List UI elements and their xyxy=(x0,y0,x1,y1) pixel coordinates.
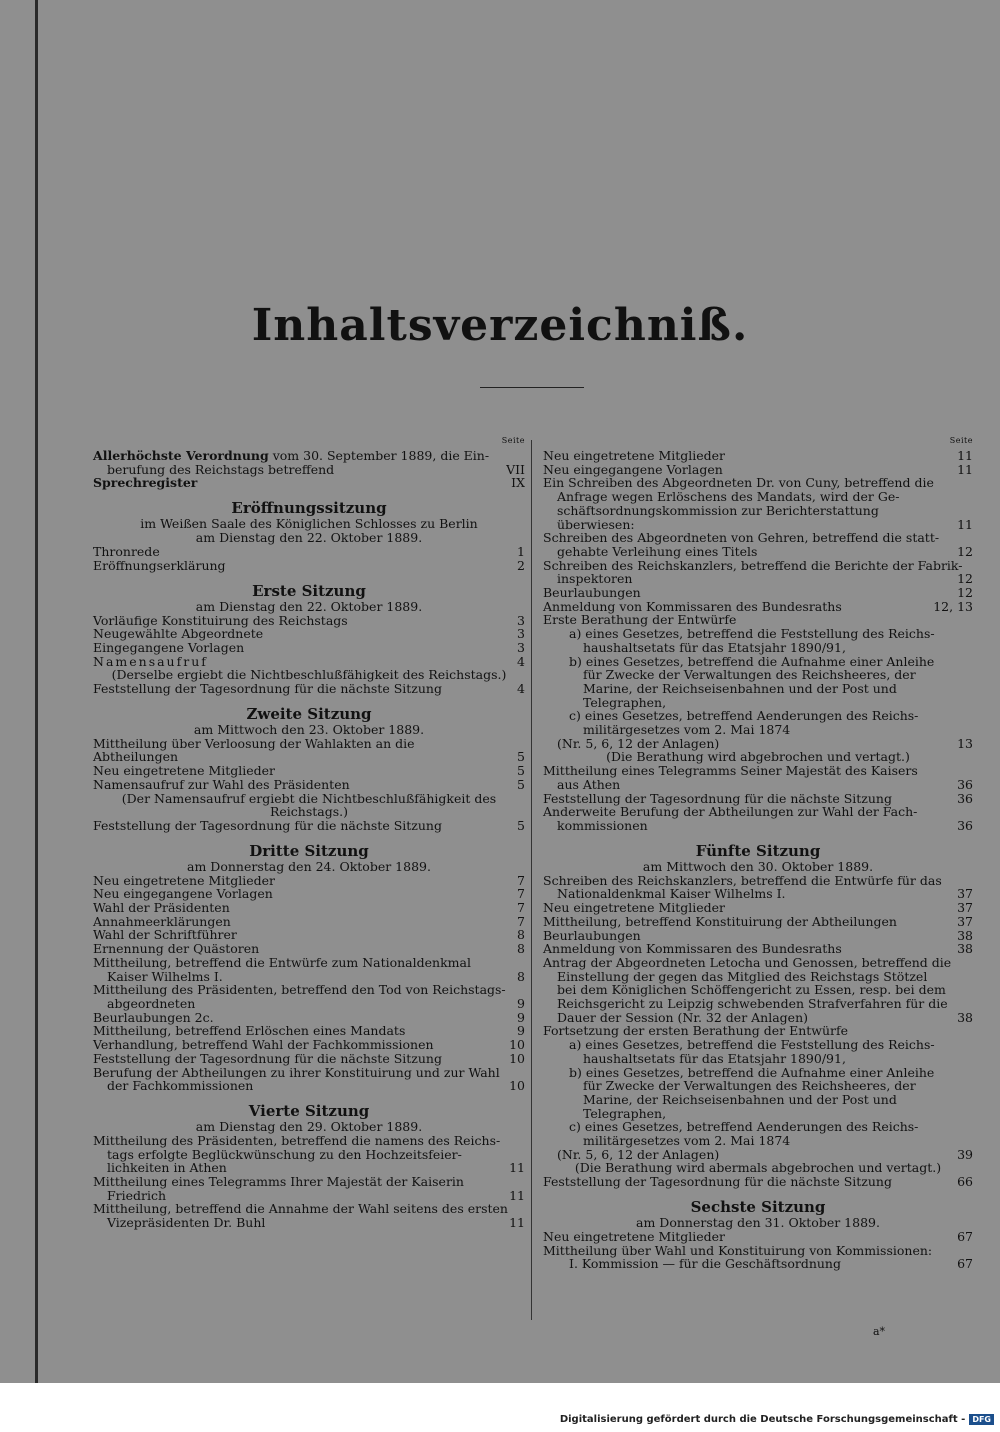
session-date: am Donnerstag den 31. Oktober 1889. xyxy=(636,1214,880,1230)
page-number: 11 xyxy=(957,448,973,463)
entry-text: c) eines Gesetzes, betreffend Aenderungen des Reichs- xyxy=(569,1119,919,1135)
toc-entry xyxy=(543,490,973,504)
entry-text: c) eines Gesetzes, betreffend Aenderungen des Reichs- xyxy=(569,708,919,724)
page-number: 5 xyxy=(517,776,525,792)
right-top-entries xyxy=(543,449,973,833)
entry-text: Marine, der Reichseisenbahnen und der Post und xyxy=(583,1091,897,1107)
entry-text xyxy=(93,476,479,490)
note-line: (Der Namensaufruf ergiebt die Nichtbeschlußfähigkeit des xyxy=(121,790,497,806)
toc-entry xyxy=(543,1134,973,1148)
entry-text: Neu eingegangene Vorlagen xyxy=(543,461,723,477)
entry-text: aus Athen xyxy=(557,776,621,792)
page-number: 9 xyxy=(517,995,525,1011)
page-number: 3 xyxy=(517,626,525,642)
toc-entry xyxy=(93,874,525,888)
toc-entry xyxy=(93,956,525,970)
page-number: 11 xyxy=(509,1187,525,1203)
toc-entry xyxy=(543,572,973,586)
page-number: 36 xyxy=(957,776,973,792)
toc-entry xyxy=(543,929,973,943)
entry-text: Telegraphen, xyxy=(583,694,667,710)
page-number: 5 xyxy=(517,749,525,765)
entry-text: Mittheilung, betreffend die Annahme der Wahl seitens des ersten xyxy=(93,1201,508,1217)
signature-mark: a* xyxy=(873,1325,886,1338)
toc-entry xyxy=(543,463,973,477)
toc-entry xyxy=(93,942,525,956)
toc-entry xyxy=(93,928,525,942)
toc-entry xyxy=(543,1120,973,1134)
entry-text: Nationaldenkmal Kaiser Wilhelms I. xyxy=(557,886,786,902)
entry-text: Neu eingetretene Mitglieder xyxy=(543,900,726,916)
page-number: 12 xyxy=(957,543,973,559)
entry-text: für Zwecke der Verwaltungen des Reichsheeres, der xyxy=(583,1078,916,1094)
toc-entry xyxy=(543,613,973,627)
session-date: am Dienstag den 29. Oktober 1889. xyxy=(195,1118,423,1134)
toc-entry xyxy=(543,1148,973,1162)
entry-text: (Nr. 5, 6, 12 der Anlagen) xyxy=(557,1146,720,1162)
entry-text: Anfrage wegen Erlöschens des Mandats, wird der Ge- xyxy=(557,489,900,505)
entry-text: Berufung der Abtheilungen zu ihrer Konstituirung und zur Wahl xyxy=(93,1064,500,1080)
page-number: 7 xyxy=(517,900,525,916)
page-number: 7 xyxy=(517,913,525,929)
session-date: am Donnerstag den 24. Oktober 1889. xyxy=(187,858,431,874)
toc-entry xyxy=(93,1011,525,1025)
toc-entry xyxy=(543,1244,973,1258)
toc-entry xyxy=(543,1093,973,1107)
page-number: VII xyxy=(506,461,525,477)
page-number: 9 xyxy=(517,1009,525,1025)
seite-label: Seite xyxy=(949,436,973,445)
entry-text: haushaltsetats für das Etatsjahr 1890/91, xyxy=(583,639,846,655)
toc-entry xyxy=(93,901,525,915)
entry-text: Neu eingetretene Mitglieder xyxy=(93,872,276,888)
entry-text: Namensaufruf xyxy=(93,653,208,669)
entry-text: Schreiben des Abgeordneten von Gehren, betreffend die statt- xyxy=(543,530,940,546)
toc-entry xyxy=(543,1024,973,1038)
page-title: Inhaltsverzeichniß. xyxy=(251,300,749,351)
left-column xyxy=(93,434,525,1230)
entry-text: für Zwecke der Verwaltungen des Reichsheeres, der xyxy=(583,667,916,683)
entry-text: Neu eingetretene Mitglieder xyxy=(93,763,276,779)
page-number: 2 xyxy=(517,557,525,573)
toc-entry xyxy=(543,997,973,1011)
page-number: 9 xyxy=(517,1023,525,1039)
page-number: 11 xyxy=(509,1215,525,1231)
toc-entry xyxy=(543,983,973,997)
toc-entry xyxy=(543,449,973,463)
toc-entry xyxy=(543,641,973,655)
entry-text: Thronrede xyxy=(93,544,160,560)
page-number: 11 xyxy=(957,461,973,477)
footer-credit xyxy=(560,1414,994,1425)
toc-entry xyxy=(93,641,525,655)
toc-entry xyxy=(543,723,973,737)
session-date: am Mittwoch den 23. Oktober 1889. xyxy=(193,721,425,737)
entry-text: militärgesetzes vom 2. Mai 1874 xyxy=(583,722,791,738)
toc-entry xyxy=(93,1066,525,1080)
toc-entry xyxy=(93,819,525,833)
page-number: 1 xyxy=(517,544,525,560)
toc-entry xyxy=(93,545,525,559)
page-number: 8 xyxy=(517,968,525,984)
toc-entry xyxy=(93,614,525,628)
entry-text: Feststellung der Tagesordnung für die nächste Sitzung xyxy=(543,1174,892,1190)
note-line: (Derselbe ergiebt die Nichtbeschlußfähigkeit des Reichstags.) xyxy=(111,667,507,683)
toc-entry xyxy=(93,1024,525,1038)
toc-entry xyxy=(93,1175,525,1189)
page-number: 10 xyxy=(509,1050,525,1066)
toc-entry xyxy=(93,778,525,792)
toc-entry xyxy=(543,778,973,792)
session-date: im Weißen Saale des Königlichen Schlosses zu Berlin xyxy=(140,516,478,532)
entry-bold-text: Sprechregister xyxy=(93,475,198,491)
entry-text: Vizepräsidenten Dr. Buhl xyxy=(107,1215,266,1231)
page-number: 8 xyxy=(517,927,525,943)
entry-bold-text: Allerhöchste Verordnung xyxy=(93,448,269,463)
entry-text: Anmeldung von Kommissaren des Bundesraths xyxy=(543,598,842,614)
toc-entry xyxy=(543,600,973,614)
entry-text: Wahl der Präsidenten xyxy=(93,900,230,916)
session-heading: Zweite Sitzung xyxy=(246,704,372,723)
entry-text xyxy=(93,449,525,463)
toc-entry xyxy=(93,970,525,984)
toc-entry xyxy=(543,668,973,682)
toc-entry xyxy=(543,545,973,559)
toc-entry xyxy=(543,819,973,833)
entry-text: Feststellung der Tagesordnung für die nächste Sitzung xyxy=(93,817,442,833)
toc-entry xyxy=(543,874,973,888)
entry-text: Mittheilung des Präsidenten, betreffend die namens des Reichs- xyxy=(93,1132,501,1148)
page-number: 38 xyxy=(957,941,973,957)
entry-text: b) eines Gesetzes, betreffend die Aufnahme einer Anleihe xyxy=(569,653,935,669)
toc-entry xyxy=(543,559,973,573)
entry-text: Mittheilung des Präsidenten, betreffend den Tod von Reichstags- xyxy=(93,982,506,998)
page-number: 4 xyxy=(517,653,525,669)
entry-text: Schreiben des Reichskanzlers, betreffend die Berichte der Fabrik- xyxy=(543,557,963,573)
toc-entry xyxy=(543,1257,973,1271)
toc-entry xyxy=(93,627,525,641)
entry-text: Mittheilung, betreffend die Entwürfe zum Nationaldenkmal xyxy=(93,954,471,970)
entry-text: Mittheilung, betreffend Konstituirung der Abtheilungen xyxy=(543,913,897,929)
entry-text: Beurlaubungen xyxy=(543,585,641,601)
entry-text: Dauer der Session (Nr. 32 der Anlagen) xyxy=(557,1009,809,1025)
entry-text: Neu eingetretene Mitglieder xyxy=(543,448,726,463)
entry-text: Friedrich xyxy=(107,1187,167,1203)
toc-entry xyxy=(543,1107,973,1121)
entry-text: (Nr. 5, 6, 12 der Anlagen) xyxy=(557,735,720,751)
toc-entry xyxy=(93,887,525,901)
toc-entry xyxy=(543,696,973,710)
toc-entry xyxy=(93,449,525,463)
entry-text: Namensaufruf zur Wahl des Präsidenten xyxy=(93,776,350,792)
page-number: 38 xyxy=(957,927,973,943)
toc-entry xyxy=(543,805,973,819)
toc-entry xyxy=(93,1134,525,1148)
toc-entry xyxy=(543,1230,973,1244)
note-line: (Die Berathung wird abermals abgebrochen und vertagt.) xyxy=(574,1160,942,1176)
entry-text: Reichsgericht zu Leipzig schwebenden Strafverfahren für die xyxy=(557,996,948,1012)
entry-text: Antrag der Abgeordneten Letocha und Genossen, betreffend die xyxy=(543,954,952,970)
entry-text: Mittheilung eines Telegramms Ihrer Majestät der Kaiserin xyxy=(93,1174,464,1190)
page-number: 37 xyxy=(957,913,973,929)
page-number: 36 xyxy=(957,817,973,833)
entry-text: Wahl der Schriftführer xyxy=(93,927,237,943)
entry-text: I. Kommission — für die Geschäftsordnung xyxy=(569,1256,841,1272)
column-divider xyxy=(531,440,532,1320)
toc-entry xyxy=(93,559,525,573)
footer-text: Digitalisierung gefördert durch die Deutsche Forschungsgemeinschaft - xyxy=(559,1414,966,1425)
page-number: 37 xyxy=(957,886,973,902)
session-date: am Mittwoch den 30. Oktober 1889. xyxy=(642,858,874,874)
page-number: 66 xyxy=(957,1174,973,1190)
entry-text: Mittheilung über Verloosung der Wahlakten an die Abtheilungen xyxy=(93,735,415,765)
entry-text: Feststellung der Tagesordnung für die nächste Sitzung xyxy=(93,1050,442,1066)
entry-text: bei dem Königlichen Schöffengericht zu Essen, resp. bei dem xyxy=(557,982,946,998)
intro-block xyxy=(93,449,525,490)
page-number: 38 xyxy=(957,1009,973,1025)
session-heading: Eröffnungssitzung xyxy=(231,499,387,518)
toc-entry xyxy=(543,915,973,929)
page-number: 4 xyxy=(517,681,525,697)
page-number: 8 xyxy=(517,941,525,957)
page-number: 3 xyxy=(517,612,525,628)
entry-text: Anderweite Berufung der Abtheilungen zur Wahl der Fach- xyxy=(543,804,918,820)
entry-text: Neu eingegangene Vorlagen xyxy=(93,886,273,902)
entry-text: Beurlaubungen xyxy=(543,927,641,943)
toc-entry xyxy=(93,476,525,490)
toc-entry xyxy=(93,1189,525,1203)
entry-text: b) eines Gesetzes, betreffend die Aufnahme einer Anleihe xyxy=(569,1064,935,1080)
toc-entry xyxy=(543,709,973,723)
entry-text: der Fachkommissionen xyxy=(107,1078,254,1094)
toc-entry xyxy=(93,997,525,1011)
toc-entry xyxy=(93,463,525,477)
page-number: 11 xyxy=(509,1160,525,1176)
toc-entry xyxy=(543,476,973,490)
entry-text: militärgesetzes vom 2. Mai 1874 xyxy=(583,1133,791,1149)
entry-text: Ernennung der Quästoren xyxy=(93,941,260,957)
session-date: am Dienstag den 22. Oktober 1889. xyxy=(195,530,423,546)
page-number: 12 xyxy=(957,585,973,601)
entry-text: Marine, der Reichseisenbahnen und der Post und xyxy=(583,680,897,696)
note-line: (Die Berathung wird abgebrochen und vertagt.) xyxy=(606,749,910,765)
toc-entry xyxy=(93,682,525,696)
entry-text: berufung des Reichstags betreffend xyxy=(107,461,335,477)
entry-text: a) eines Gesetzes, betreffend die Feststellung des Reichs- xyxy=(569,626,935,642)
page-number: 5 xyxy=(517,817,525,833)
page-number: 67 xyxy=(957,1228,973,1244)
page-number: 37 xyxy=(957,900,973,916)
toc-entry xyxy=(543,1052,973,1066)
entry-text: Anmeldung von Kommissaren des Bundesraths xyxy=(543,941,842,957)
note-line: Reichstags.) xyxy=(269,804,348,820)
toc-entry xyxy=(543,531,973,545)
toc-entry xyxy=(543,887,973,901)
page-number: 39 xyxy=(957,1146,973,1162)
page-number: 12 xyxy=(957,571,973,587)
toc-entry xyxy=(543,942,973,956)
toc-entry xyxy=(93,1052,525,1066)
toc-entry xyxy=(543,970,973,984)
entry-text: Erste Berathung der Entwürfe xyxy=(543,612,737,628)
entry-text: kommissionen xyxy=(557,817,648,833)
toc-entry xyxy=(543,1175,973,1189)
page-number: 11 xyxy=(957,516,973,532)
toc-entry xyxy=(93,983,525,997)
left-sessions xyxy=(93,499,525,1230)
toc-entry xyxy=(93,1079,525,1093)
toc-entry xyxy=(543,764,973,778)
page-number: 67 xyxy=(957,1256,973,1272)
toc-entry xyxy=(543,586,973,600)
entry-text: schäftsordnungskommission zur Berichterstattung überwiesen: xyxy=(557,502,879,532)
entry-text: Beurlaubungen 2c. xyxy=(93,1009,214,1025)
toc-entry xyxy=(93,655,525,669)
session-heading: Vierte Sitzung xyxy=(248,1101,370,1120)
entry-text: Telegraphen, xyxy=(583,1105,667,1121)
toc-entry xyxy=(93,764,525,778)
toc-entry xyxy=(543,1011,973,1025)
entry-text: Feststellung der Tagesordnung für die nächste Sitzung xyxy=(543,790,892,806)
toc-entry xyxy=(543,504,973,531)
page-number: 7 xyxy=(517,872,525,888)
entry-text: Vorläufige Konstituirung des Reichstags xyxy=(93,612,348,628)
page-number: 10 xyxy=(509,1037,525,1053)
toc-entry xyxy=(93,1202,525,1216)
toc-entry xyxy=(93,737,525,764)
entry-text: Mittheilung über Wahl und Konstituirung von Kommissionen: xyxy=(543,1242,933,1258)
page-number: 12, 13 xyxy=(933,598,973,614)
page-number: 7 xyxy=(517,886,525,902)
toc-entry xyxy=(543,792,973,806)
session-date: am Dienstag den 22. Oktober 1889. xyxy=(195,598,423,614)
toc-entry xyxy=(93,1148,525,1162)
page-number: 36 xyxy=(957,790,973,806)
entry-text: tags erfolgte Beglückwünschung zu den Hochzeitsfeier- xyxy=(107,1146,462,1162)
entry-text: Kaiser Wilhelms I. xyxy=(107,968,223,984)
session-heading: Dritte Sitzung xyxy=(249,841,369,860)
title-rule xyxy=(480,387,584,388)
dfg-logo: DFG xyxy=(969,1414,994,1425)
entry-text: Annahmeerklärungen xyxy=(93,913,231,929)
entry-text: Schreiben des Reichskanzlers, betreffend die Entwürfe für das xyxy=(543,872,942,888)
toc-entry xyxy=(93,1038,525,1052)
entry-text: Neu eingetretene Mitglieder xyxy=(543,1228,726,1244)
page-number: 10 xyxy=(509,1078,525,1094)
session-heading: Sechste Sitzung xyxy=(690,1197,826,1216)
entry-text: inspektoren xyxy=(557,571,633,587)
entry-text-rest: vom 30. September 1889, die Ein- xyxy=(268,448,490,463)
entry-text: Fortsetzung der ersten Berathung der Entwürfe xyxy=(543,1023,849,1039)
page-number: 3 xyxy=(517,639,525,655)
entry-text: Verhandlung, betreffend Wahl der Fachkommissionen xyxy=(93,1037,434,1053)
toc-entry xyxy=(543,682,973,696)
toc-entry xyxy=(93,915,525,929)
entry-text: Ein Schreiben des Abgeordneten Dr. von Cuny, betreffend die xyxy=(543,475,934,491)
session-heading: Fünfte Sitzung xyxy=(695,841,821,860)
entry-text: Mittheilung eines Telegramms Seiner Majestät des Kaisers xyxy=(543,763,918,779)
entry-text: haushaltsetats für das Etatsjahr 1890/91, xyxy=(583,1050,846,1066)
toc-entry xyxy=(543,1038,973,1052)
entry-text: Feststellung der Tagesordnung für die nächste Sitzung xyxy=(93,681,442,697)
entry-text: Eröffnungserklärung xyxy=(93,557,226,573)
session-heading: Erste Sitzung xyxy=(252,581,366,600)
entry-text: abgeordneten xyxy=(107,995,196,1011)
entry-text: lichkeiten in Athen xyxy=(107,1160,227,1176)
entry-text: Einstellung der gegen das Mitglied des Reichstags Stötzel xyxy=(557,968,928,984)
toc-entry xyxy=(543,627,973,641)
seite-label: Seite xyxy=(501,436,525,445)
toc-entry xyxy=(543,737,973,751)
toc-entry xyxy=(543,1079,973,1093)
entry-text: Neugewählte Abgeordnete xyxy=(93,626,264,642)
page-number: 13 xyxy=(957,735,973,751)
toc-entry xyxy=(543,956,973,970)
toc-entry xyxy=(93,1161,525,1175)
page-number: 5 xyxy=(517,763,525,779)
page-number: IX xyxy=(511,475,525,491)
entry-text: Mittheilung, betreffend Erlöschen eines Mandats xyxy=(93,1023,406,1039)
entry-text: gehabte Verleihung eines Titels xyxy=(557,543,758,559)
entry-text: Eingegangene Vorlagen xyxy=(93,639,245,655)
toc-entry xyxy=(543,1066,973,1080)
toc-entry xyxy=(543,655,973,669)
right-sessions xyxy=(543,842,973,1271)
entry-text: a) eines Gesetzes, betreffend die Feststellung des Reichs- xyxy=(569,1037,935,1053)
right-column xyxy=(543,434,973,1271)
toc-entry xyxy=(543,901,973,915)
toc-entry xyxy=(93,1216,525,1230)
